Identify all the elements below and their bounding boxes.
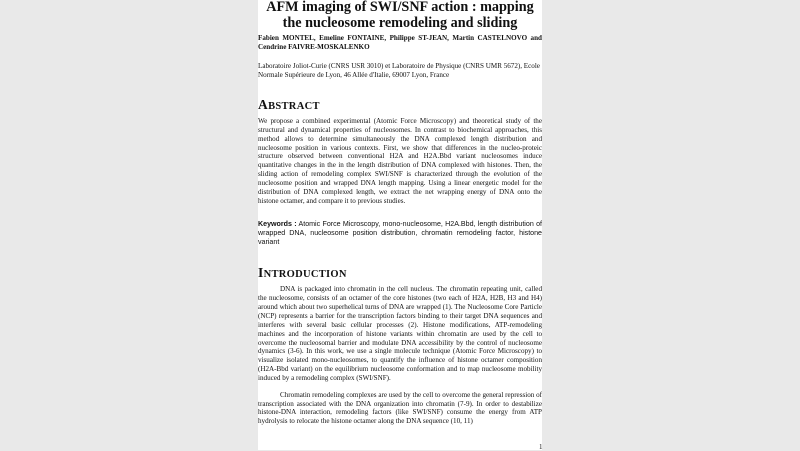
page-number: 1 [539,443,543,451]
abstract-heading: ABSTRACT [258,97,320,112]
affiliation: Laboratoire Joliot-Curie (CNRS USR 3010) et Laboratoire de Physique (CNRS UMR 5672), Ecole Normale Supérieure de Lyon, 46 Allée d'Italie, 69007 Lyon, France [258,62,540,79]
paper-title: AFM imaging of SWI/SNF action : mapping the nucleosome remodeling and sliding [266,0,534,31]
keywords-text: Atomic Force Microscopy, mono-nucleosome, H2A.Bbd, length distribution of wrapped DNA, nucleosome position distribution, chromatin remodeling factor, histone variant [258,220,542,247]
introduction-paragraph-1: DNA is packaged into chromatin in the cell nucleus. The chromatin repeating unit, called the nucleosome, consists of an octamer of the core histones (two each of H2A, H2B, H3 and H4) around which about two superhelical turns of DNA are wrapped (1). The Nucleosome Core Particle (NCP) represents a barrier for the transcription factors binding to their target DNA sequences and interferes with several basic cellular processes (2). Histone modifications, ATP-remodeling machines and the incorporation of histone variants within chromatin are used by the cell to overcome the nucleosomal barrier and modulate DNA accessibility by the control of nucleosome dynamics (3-6). In this work, we use a single molecule technique (Atomic Force Microscopy) to visualize isolated mono-nucleosomes, to quantify the influence of histone octamer composition (H2A-Bbd variant) on the equilibrium nucleosome conformation and to map nucleosome mobility induced by a remodeling complex (SWI/SNF). [258,285,542,382]
paper-page [258,0,542,450]
keywords-label: Keywords : [258,220,297,229]
introduction-paragraph-2: Chromatin remodeling complexes are used by the cell to overcome the general repression of transcription associated with the DNA organization into chromatin (7-9). In order to destabilize histone-DNA interaction, remodeling factors (like SWI/SNF) consume the energy from ATP hydrolysis to relocate the histone octamer along the DNA sequence (10, 11) [258,390,542,426]
keywords [258,220,542,247]
introduction-heading: INTRODUCTION [258,265,347,281]
author-list: Fabien MONTEL, Emeline FONTAINE, Philippe ST-JEAN, Martin CASTELNOVO and Cendrine FAIVRE-MOSKALENKO [258,34,542,51]
abstract-text: We propose a combined experimental (Atomic Force Microscopy) and theoretical study of the structural and dynamical properties of nucleosomes. In contrast to biochemical approaches, this method allows to determine simultaneously the DNA complexed length distribution and nucleosome position in various contexts. First, we show that differences in the nucleo-proteic structure observed between conventional H2A and H2A.Bbd variant nucleosomes induce quantitative changes in the in the length distribution of DNA complexed with histones. Then, the sliding action of remodeling complex SWI/SNF is characterized through the evolution of the nucleosome position and wrapped DNA length mapping. Using a linear energetic model for the distribution of DNA complexed length, we extract the net wrapping energy of DNA onto the histone octamer, and compare it to previous studies. [258,117,542,205]
